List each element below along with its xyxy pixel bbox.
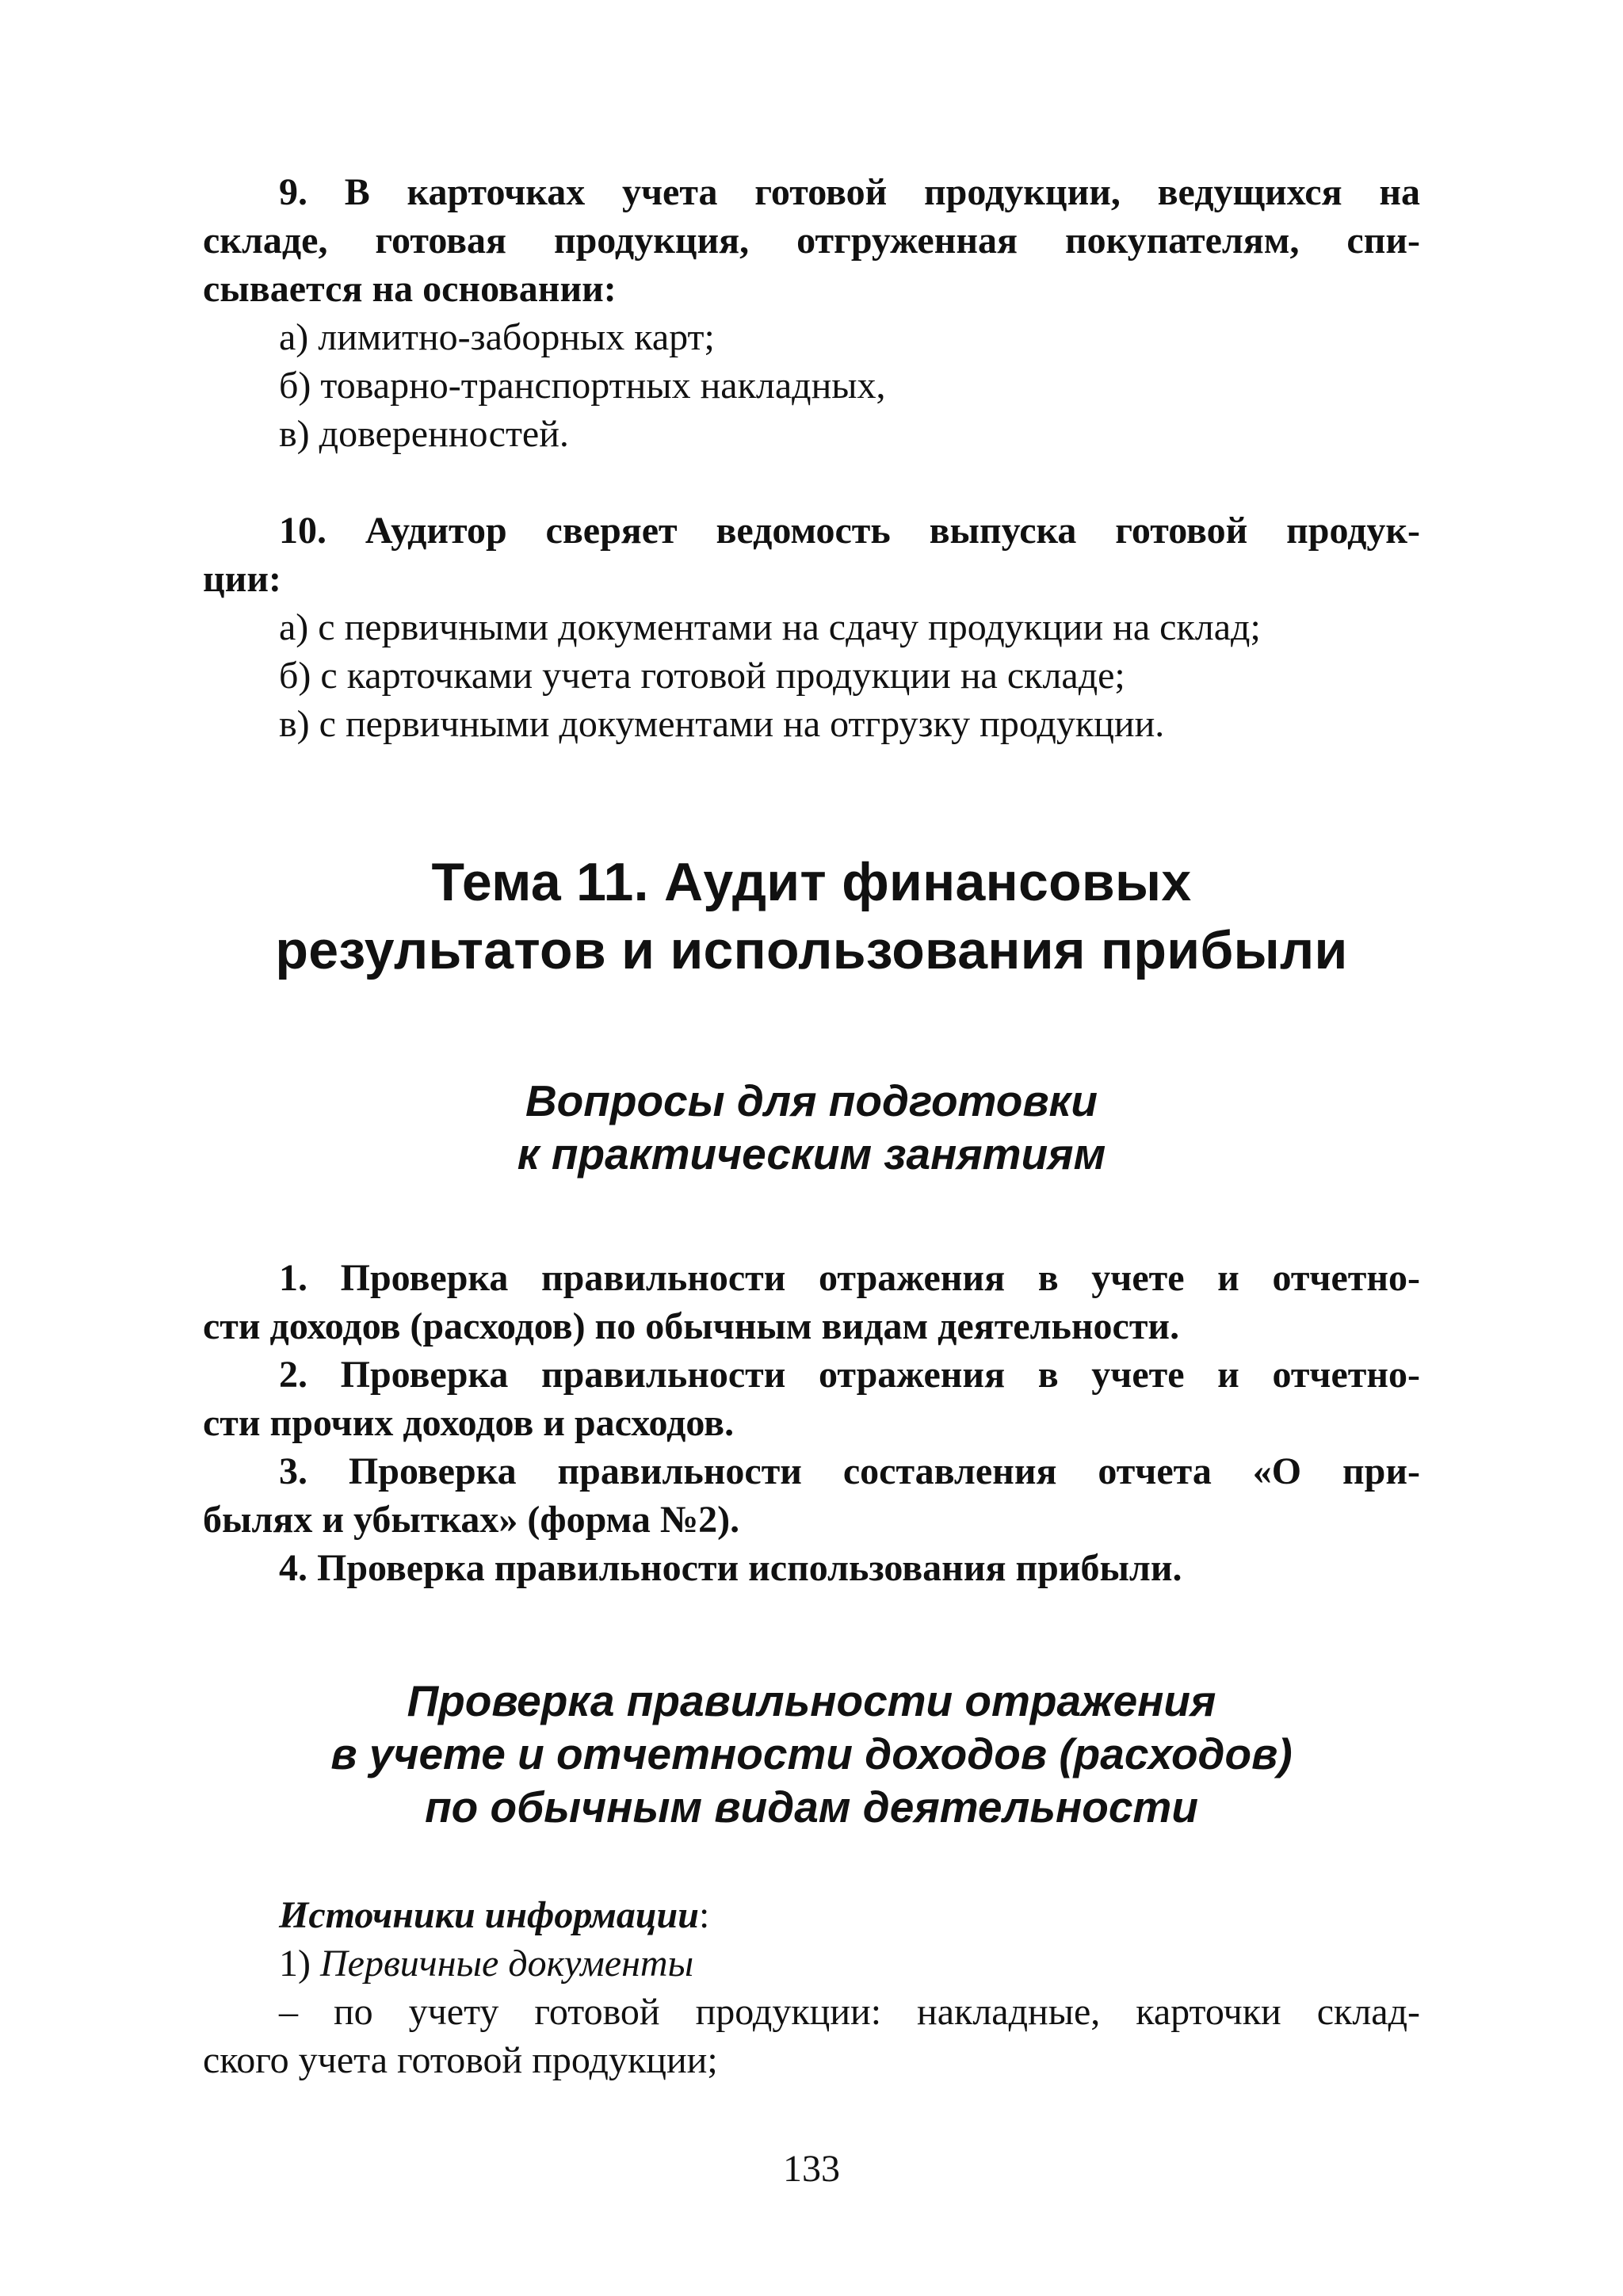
verification-section-title-line: по обычным видам деятельности bbox=[425, 1782, 1198, 1832]
list-item bbox=[203, 1350, 1420, 1447]
sources-label: Источники информации bbox=[279, 1894, 699, 1936]
primary-docs-heading bbox=[203, 1939, 1420, 1988]
document-page bbox=[203, 168, 1420, 2084]
question-10-title-line: 10. Аудитор сверяет ведомость выпуска готовой продук- bbox=[279, 510, 1420, 552]
theme-title bbox=[203, 848, 1420, 984]
preparation-questions-title-line: Вопросы для подготовки bbox=[525, 1076, 1098, 1125]
list-item bbox=[203, 1544, 1420, 1592]
question-10-title-line: ции: bbox=[203, 558, 281, 600]
list-item bbox=[203, 1254, 1420, 1350]
theme-title-line: результатов и использования прибыли bbox=[275, 920, 1348, 980]
paragraph-line: – по учету готовой продукции: накладные, карточки склад- bbox=[279, 1991, 1420, 2033]
question-9-title-line: 9. В карточках учета готовой продукции, ведущихся на bbox=[279, 171, 1420, 213]
question-9-title bbox=[203, 168, 1420, 313]
question-10-answer-b: б) с карточками учета готовой продукции на складе; bbox=[279, 655, 1125, 697]
question-9 bbox=[203, 168, 1420, 458]
question-10-title bbox=[203, 506, 1420, 603]
question-9-answer-a: а) лимитно-заборных карт; bbox=[279, 316, 715, 358]
verification-section-title-line: в учете и отчетности доходов (расходов) bbox=[330, 1729, 1293, 1778]
finished-goods-paragraph bbox=[203, 1988, 1420, 2084]
verification-section-title bbox=[203, 1675, 1420, 1834]
question-9-answer-c: в) доверенностей. bbox=[279, 413, 569, 455]
list-item-line: 1. Проверка правильности отражения в учете и отчетно- bbox=[279, 1257, 1420, 1299]
list-item-line: 4. Проверка правильности использования прибыли. bbox=[279, 1547, 1182, 1589]
primary-docs-number: 1) bbox=[279, 1943, 320, 1985]
preparation-questions-title-line: к практическим занятиям bbox=[517, 1129, 1106, 1179]
question-9-title-line: складе, готовая продукция, отгруженная покупателям, спи- bbox=[203, 220, 1420, 262]
list-item-line: былях и убытках» (форма №2). bbox=[203, 1499, 740, 1541]
question-9-answer-b: б) товарно-транспортных накладных, bbox=[279, 365, 886, 407]
sources-heading bbox=[203, 1891, 1420, 1939]
paragraph-line: ского учета готовой продукции; bbox=[203, 2039, 718, 2081]
list-item-line: 3. Проверка правильности составления отчета «О при- bbox=[279, 1450, 1420, 1492]
page-number: 133 bbox=[783, 2148, 840, 2190]
verification-section-title-line: Проверка правильности отражения bbox=[407, 1676, 1216, 1725]
list-item-line: 2. Проверка правильности отражения в учете и отчетно- bbox=[279, 1354, 1420, 1396]
question-9-title-line: сывается на основании: bbox=[203, 268, 617, 310]
preparation-questions-title bbox=[203, 1075, 1420, 1181]
list-item-line: сти прочих доходов и расходов. bbox=[203, 1402, 735, 1444]
list-item bbox=[203, 1447, 1420, 1544]
sources-colon: : bbox=[698, 1894, 710, 1936]
question-10-answer-c: в) с первичными документами на отгрузку продукции. bbox=[279, 703, 1165, 745]
list-item-line: сти доходов (расходов) по обычным видам деятельности. bbox=[203, 1305, 1180, 1347]
primary-docs-label: Первичные документы bbox=[319, 1943, 694, 1985]
question-10 bbox=[203, 506, 1420, 748]
theme-title-line: Тема 11. Аудит финансовых bbox=[431, 852, 1192, 912]
question-10-answer-a: а) с первичными документами на сдачу продукции на склад; bbox=[279, 606, 1261, 648]
preparation-questions-list bbox=[203, 1254, 1420, 1592]
